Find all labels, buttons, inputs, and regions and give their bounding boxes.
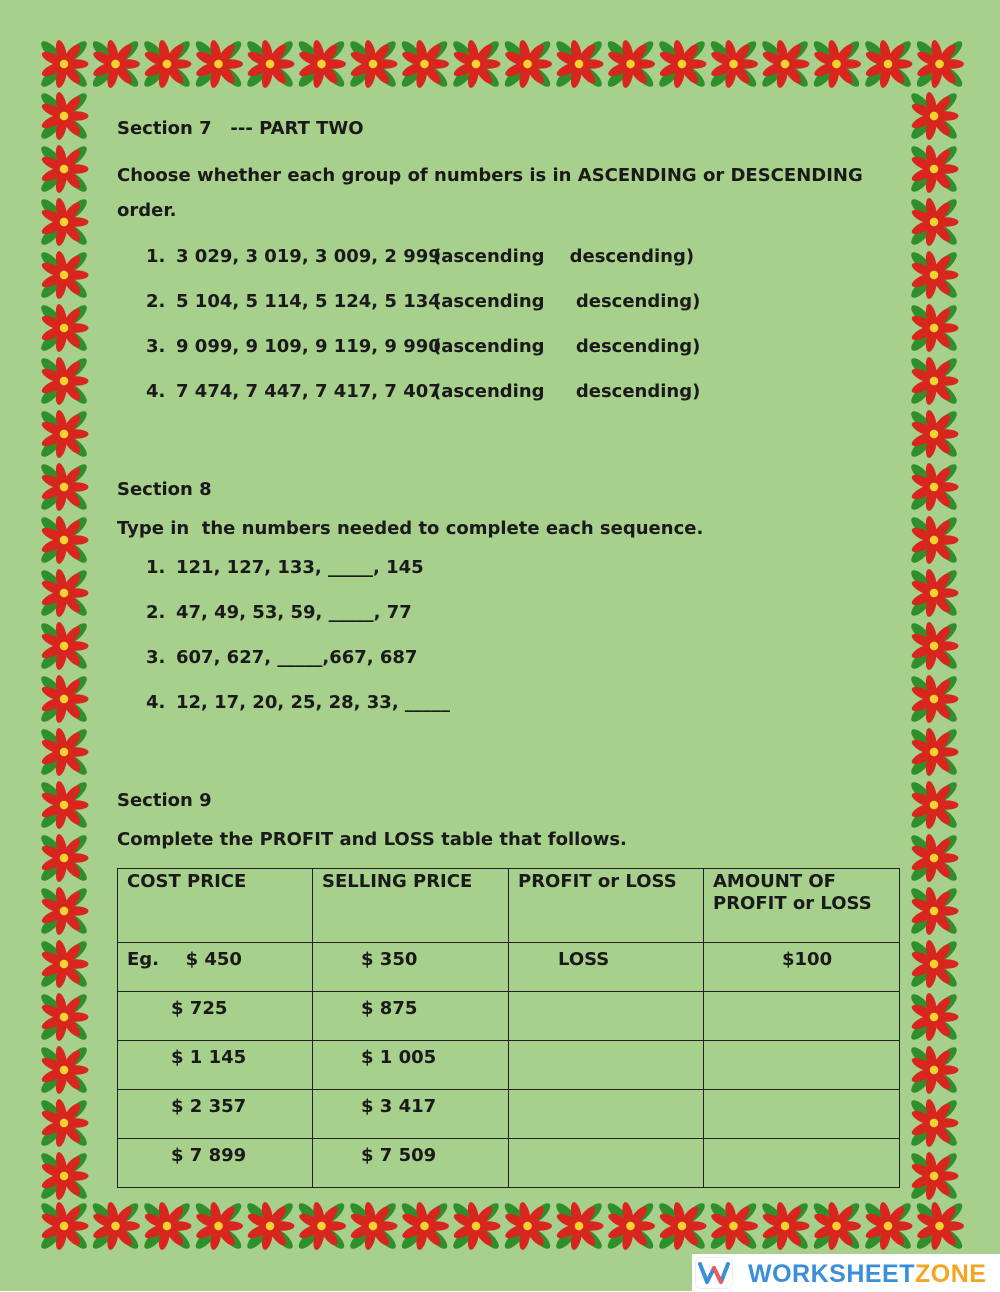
worksheetzone-logo[interactable] bbox=[692, 1254, 1000, 1291]
poinsettia-flower-icon bbox=[908, 1044, 960, 1096]
poinsettia-flower-icon bbox=[38, 673, 90, 725]
poinsettia-flower-icon bbox=[908, 567, 960, 619]
poinsettia-flower-icon bbox=[193, 38, 245, 90]
poinsettia-flower-icon bbox=[656, 1200, 708, 1252]
section8-instruction: Type in the numbers needed to complete each sequence. bbox=[117, 518, 704, 539]
poinsettia-flower-icon bbox=[141, 38, 193, 90]
poinsettia-flower-icon bbox=[296, 1200, 348, 1252]
poinsettia-flower-icon bbox=[38, 302, 90, 354]
example-cost: $ 450 bbox=[185, 949, 242, 970]
poinsettia-flower-icon bbox=[908, 1097, 960, 1149]
poinsettia-flower-icon bbox=[908, 196, 960, 248]
poinsettia-flower-icon bbox=[38, 355, 90, 407]
order-choices[interactable]: (ascending descending) bbox=[433, 336, 701, 357]
poinsettia-flower-icon bbox=[908, 143, 960, 195]
poinsettia-flower-icon bbox=[811, 1200, 863, 1252]
poinsettia-flower-icon bbox=[38, 1044, 90, 1096]
header-amount: AMOUNT OF PROFIT or LOSS bbox=[704, 869, 900, 943]
selling-cell: $ 7 509 bbox=[313, 1139, 509, 1188]
selling-cell: $ 875 bbox=[313, 992, 509, 1041]
cost-cell: $ 7 899 bbox=[118, 1139, 313, 1188]
poinsettia-flower-icon bbox=[908, 249, 960, 301]
list-item-number: 4. bbox=[146, 692, 166, 713]
poinsettia-flower-icon bbox=[908, 302, 960, 354]
poinsettia-flower-icon bbox=[244, 38, 296, 90]
example-label: Eg. bbox=[127, 949, 160, 970]
list-item-number: 4. bbox=[146, 381, 166, 402]
brand-name bbox=[748, 1260, 986, 1289]
list-item-number: 3. bbox=[146, 336, 166, 357]
poinsettia-flower-icon bbox=[708, 1200, 760, 1252]
poinsettia-flower-icon bbox=[90, 1200, 142, 1252]
poinsettia-flower-icon bbox=[759, 1200, 811, 1252]
brand-part2: ZONE bbox=[915, 1260, 987, 1288]
number-group: 7 474, 7 447, 7 417, 7 407 bbox=[176, 381, 441, 402]
poinsettia-flower-icon bbox=[553, 1200, 605, 1252]
profit-or-loss-answer-cell[interactable] bbox=[509, 992, 704, 1041]
section9-heading: Section 9 bbox=[117, 790, 212, 811]
poinsettia-flower-icon bbox=[908, 355, 960, 407]
poinsettia-flower-icon bbox=[38, 726, 90, 778]
header-selling-price: SELLING PRICE bbox=[313, 869, 509, 943]
example-result: LOSS bbox=[509, 943, 704, 992]
poinsettia-flower-icon bbox=[708, 38, 760, 90]
poinsettia-flower-icon bbox=[605, 38, 657, 90]
poinsettia-flower-icon bbox=[553, 38, 605, 90]
poinsettia-flower-icon bbox=[38, 408, 90, 460]
poinsettia-flower-icon bbox=[759, 38, 811, 90]
profit-or-loss-answer-cell[interactable] bbox=[509, 1090, 704, 1139]
poinsettia-flower-icon bbox=[38, 38, 90, 90]
poinsettia-flower-icon bbox=[38, 143, 90, 195]
poinsettia-flower-icon bbox=[347, 1200, 399, 1252]
poinsettia-flower-icon bbox=[908, 938, 960, 990]
poinsettia-flower-icon bbox=[38, 832, 90, 884]
poinsettia-flower-icon bbox=[38, 90, 90, 142]
table-row bbox=[118, 1090, 900, 1139]
poinsettia-flower-icon bbox=[605, 1200, 657, 1252]
poinsettia-flower-icon bbox=[908, 991, 960, 1043]
selling-cell: $ 3 417 bbox=[313, 1090, 509, 1139]
poinsettia-flower-icon bbox=[38, 620, 90, 672]
poinsettia-flower-icon bbox=[399, 1200, 451, 1252]
section9-instruction: Complete the PROFIT and LOSS table that follows. bbox=[117, 829, 627, 850]
order-choices[interactable]: (ascending descending) bbox=[433, 291, 701, 312]
poinsettia-flower-icon bbox=[90, 38, 142, 90]
poinsettia-flower-icon bbox=[347, 38, 399, 90]
poinsettia-flower-icon bbox=[399, 38, 451, 90]
example-selling: $ 350 bbox=[313, 943, 509, 992]
sequence-item[interactable]: 47, 49, 53, 59, _____, 77 bbox=[176, 602, 412, 623]
poinsettia-flower-icon bbox=[908, 620, 960, 672]
poinsettia-flower-icon bbox=[908, 514, 960, 566]
amount-answer-cell[interactable] bbox=[704, 1090, 900, 1139]
number-group: 5 104, 5 114, 5 124, 5 134 bbox=[176, 291, 441, 312]
number-group: 3 029, 3 019, 3 009, 2 999 bbox=[176, 246, 441, 267]
poinsettia-flower-icon bbox=[193, 1200, 245, 1252]
poinsettia-flower-icon bbox=[38, 461, 90, 513]
poinsettia-flower-icon bbox=[38, 196, 90, 248]
cost-cell: $ 725 bbox=[118, 992, 313, 1041]
table-header-row bbox=[118, 869, 900, 943]
table-row bbox=[118, 992, 900, 1041]
poinsettia-flower-icon bbox=[908, 1150, 960, 1202]
poinsettia-flower-icon bbox=[244, 1200, 296, 1252]
poinsettia-flower-icon bbox=[38, 779, 90, 831]
worksheetzone-logo-icon bbox=[696, 1258, 732, 1288]
profit-loss-table bbox=[117, 868, 900, 1188]
list-item-number: 1. bbox=[146, 246, 166, 267]
poinsettia-flower-icon bbox=[914, 38, 966, 90]
poinsettia-flower-icon bbox=[908, 726, 960, 778]
header-profit-or-loss: PROFIT or LOSS bbox=[509, 869, 704, 943]
selling-cell: $ 1 005 bbox=[313, 1041, 509, 1090]
poinsettia-flower-icon bbox=[38, 249, 90, 301]
sequence-item[interactable]: 121, 127, 133, _____, 145 bbox=[176, 557, 424, 578]
list-item-number: 1. bbox=[146, 557, 166, 578]
table-row-example bbox=[118, 943, 900, 992]
poinsettia-flower-icon bbox=[862, 38, 914, 90]
poinsettia-flower-icon bbox=[38, 1097, 90, 1149]
amount-answer-cell[interactable] bbox=[704, 1041, 900, 1090]
sequence-item[interactable]: 12, 17, 20, 25, 28, 33, _____ bbox=[176, 692, 450, 713]
profit-or-loss-answer-cell[interactable] bbox=[509, 1041, 704, 1090]
section7-heading: Section 7 --- PART TWO bbox=[117, 118, 364, 139]
example-amount: $100 bbox=[704, 943, 900, 992]
poinsettia-flower-icon bbox=[38, 514, 90, 566]
poinsettia-flower-icon bbox=[908, 779, 960, 831]
poinsettia-flower-icon bbox=[38, 938, 90, 990]
poinsettia-flower-icon bbox=[908, 90, 960, 142]
poinsettia-flower-icon bbox=[38, 1150, 90, 1202]
list-item-number: 2. bbox=[146, 602, 166, 623]
poinsettia-flower-icon bbox=[811, 38, 863, 90]
poinsettia-flower-icon bbox=[656, 38, 708, 90]
poinsettia-flower-icon bbox=[38, 567, 90, 619]
poinsettia-flower-icon bbox=[908, 885, 960, 937]
poinsettia-flower-icon bbox=[38, 1200, 90, 1252]
amount-answer-cell[interactable] bbox=[704, 1139, 900, 1188]
poinsettia-flower-icon bbox=[502, 1200, 554, 1252]
amount-answer-cell[interactable] bbox=[704, 992, 900, 1041]
poinsettia-flower-icon bbox=[908, 673, 960, 725]
poinsettia-flower-icon bbox=[450, 1200, 502, 1252]
list-item-number: 3. bbox=[146, 647, 166, 668]
header-cost-price: COST PRICE bbox=[118, 869, 313, 943]
table-row bbox=[118, 1041, 900, 1090]
section7-instruction-line1: Choose whether each group of numbers is in ASCENDING or DESCENDING bbox=[117, 165, 863, 186]
section7-instruction-line2: order. bbox=[117, 200, 177, 221]
number-group: 9 099, 9 109, 9 119, 9 990 bbox=[176, 336, 441, 357]
cost-cell: $ 1 145 bbox=[118, 1041, 313, 1090]
sequence-item[interactable]: 607, 627, _____,667, 687 bbox=[176, 647, 418, 668]
table-row bbox=[118, 1139, 900, 1188]
poinsettia-flower-icon bbox=[914, 1200, 966, 1252]
poinsettia-flower-icon bbox=[862, 1200, 914, 1252]
poinsettia-flower-icon bbox=[38, 991, 90, 1043]
poinsettia-flower-icon bbox=[908, 408, 960, 460]
example-cost-cell bbox=[118, 943, 313, 992]
poinsettia-flower-icon bbox=[141, 1200, 193, 1252]
poinsettia-flower-icon bbox=[38, 885, 90, 937]
poinsettia-flower-icon bbox=[450, 38, 502, 90]
section8-heading: Section 8 bbox=[117, 479, 212, 500]
poinsettia-flower-icon bbox=[296, 38, 348, 90]
brand-part1: WORKSHEET bbox=[748, 1260, 915, 1288]
cost-cell: $ 2 357 bbox=[118, 1090, 313, 1139]
profit-or-loss-answer-cell[interactable] bbox=[509, 1139, 704, 1188]
poinsettia-flower-icon bbox=[908, 832, 960, 884]
order-choices[interactable]: (ascending descending) bbox=[433, 246, 695, 267]
order-choices[interactable]: (ascending descending) bbox=[433, 381, 701, 402]
poinsettia-flower-icon bbox=[502, 38, 554, 90]
list-item-number: 2. bbox=[146, 291, 166, 312]
poinsettia-flower-icon bbox=[908, 461, 960, 513]
